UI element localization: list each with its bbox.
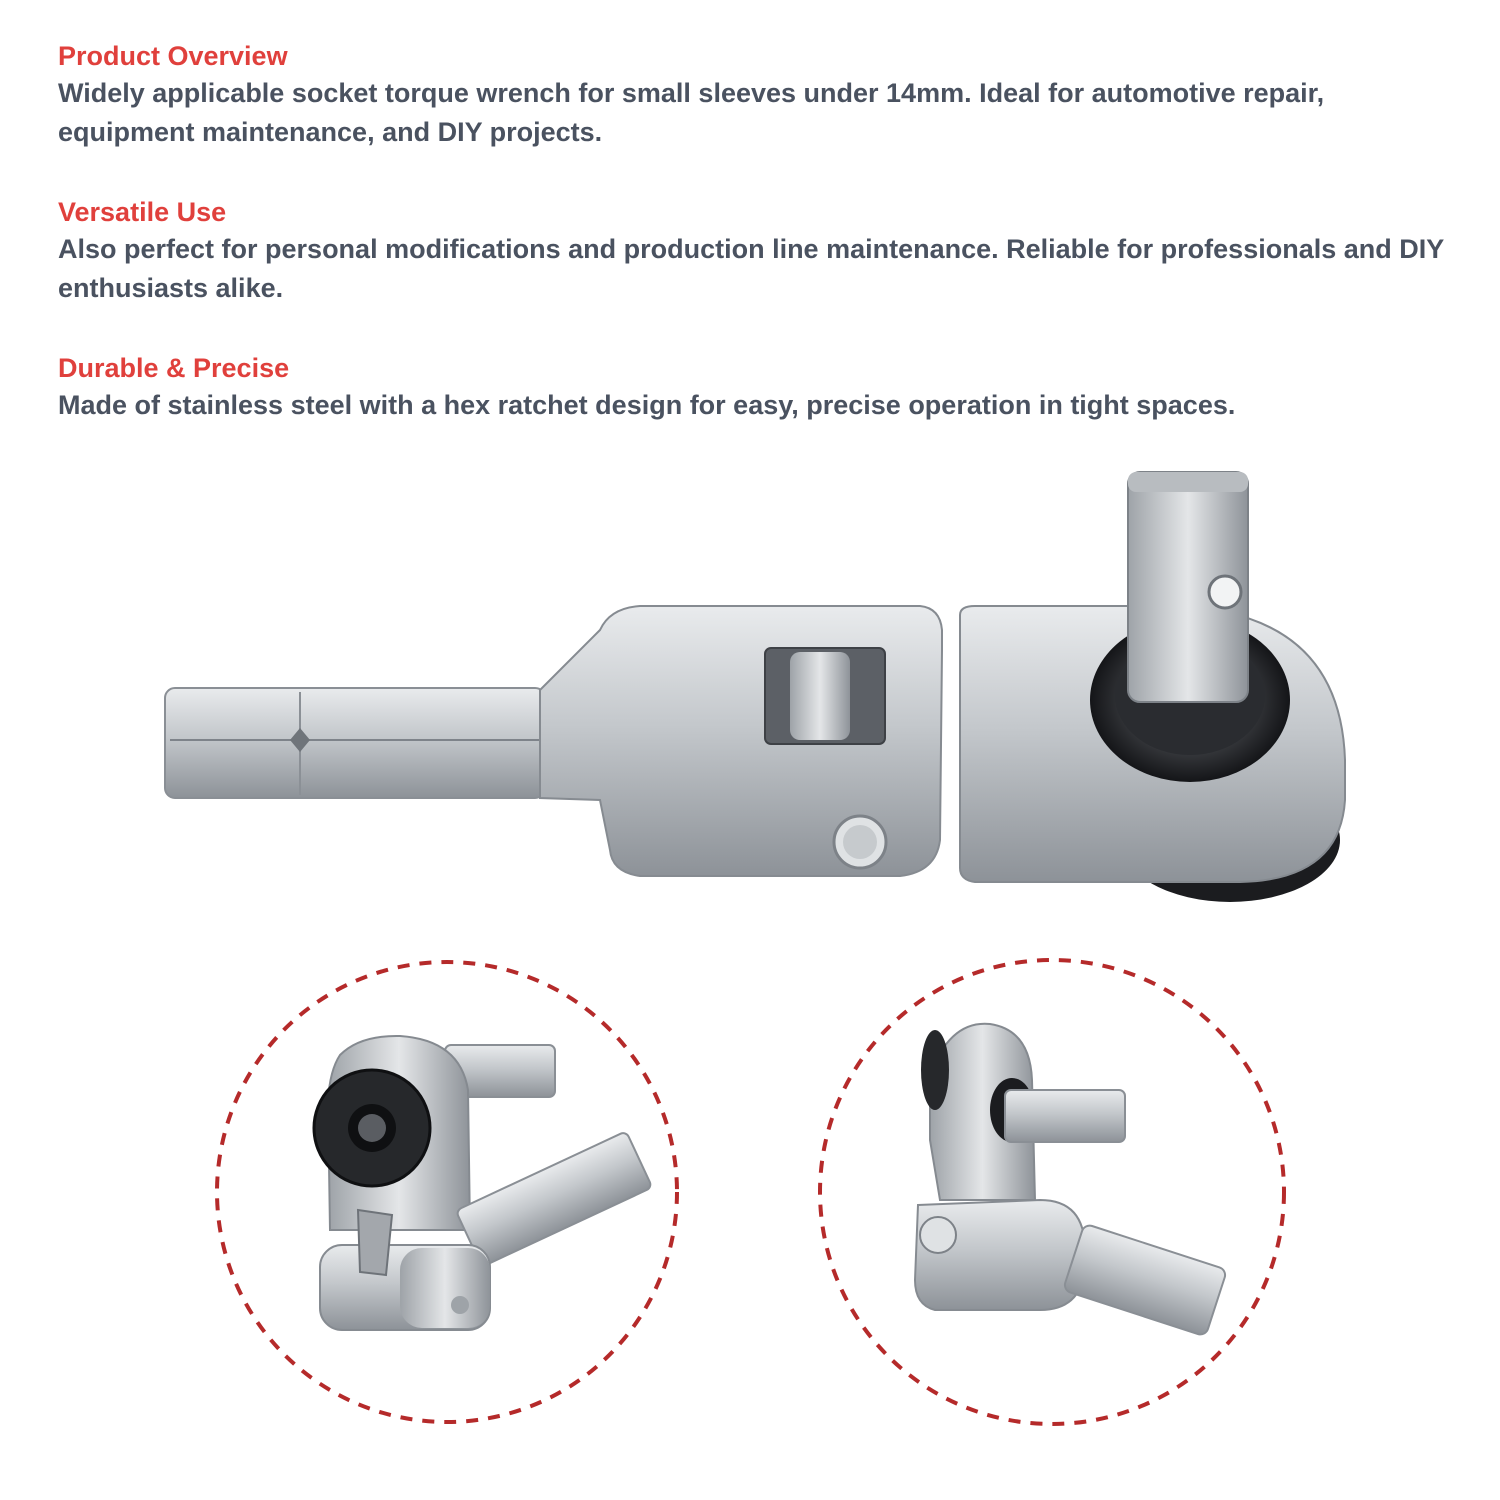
section-body: Widely applicable socket torque wrench for small sleeves under 14mm. Ideal for automotive repair, equipment maintenance, and DIY projects.	[58, 78, 1325, 147]
yoke-body	[540, 606, 942, 876]
dashed-circle-right	[820, 960, 1284, 1424]
detail-left	[217, 962, 677, 1422]
section-heading: Durable & Precise	[58, 353, 290, 383]
main-ratchet-wrench	[165, 472, 1345, 902]
section-heading: Product Overview	[58, 41, 288, 71]
section-heading: Versatile Use	[58, 197, 227, 227]
hex-shank	[165, 688, 545, 798]
section-body: Made of stainless steel with a hex ratchet design for easy, precise operation in tight spaces.	[58, 390, 1236, 420]
detail-right	[820, 960, 1284, 1424]
square-drive	[1128, 472, 1248, 702]
section-body: Also perfect for personal modifications and production line maintenance. Reliable for professionals and DIY enthusiasts alike.	[58, 234, 1444, 303]
